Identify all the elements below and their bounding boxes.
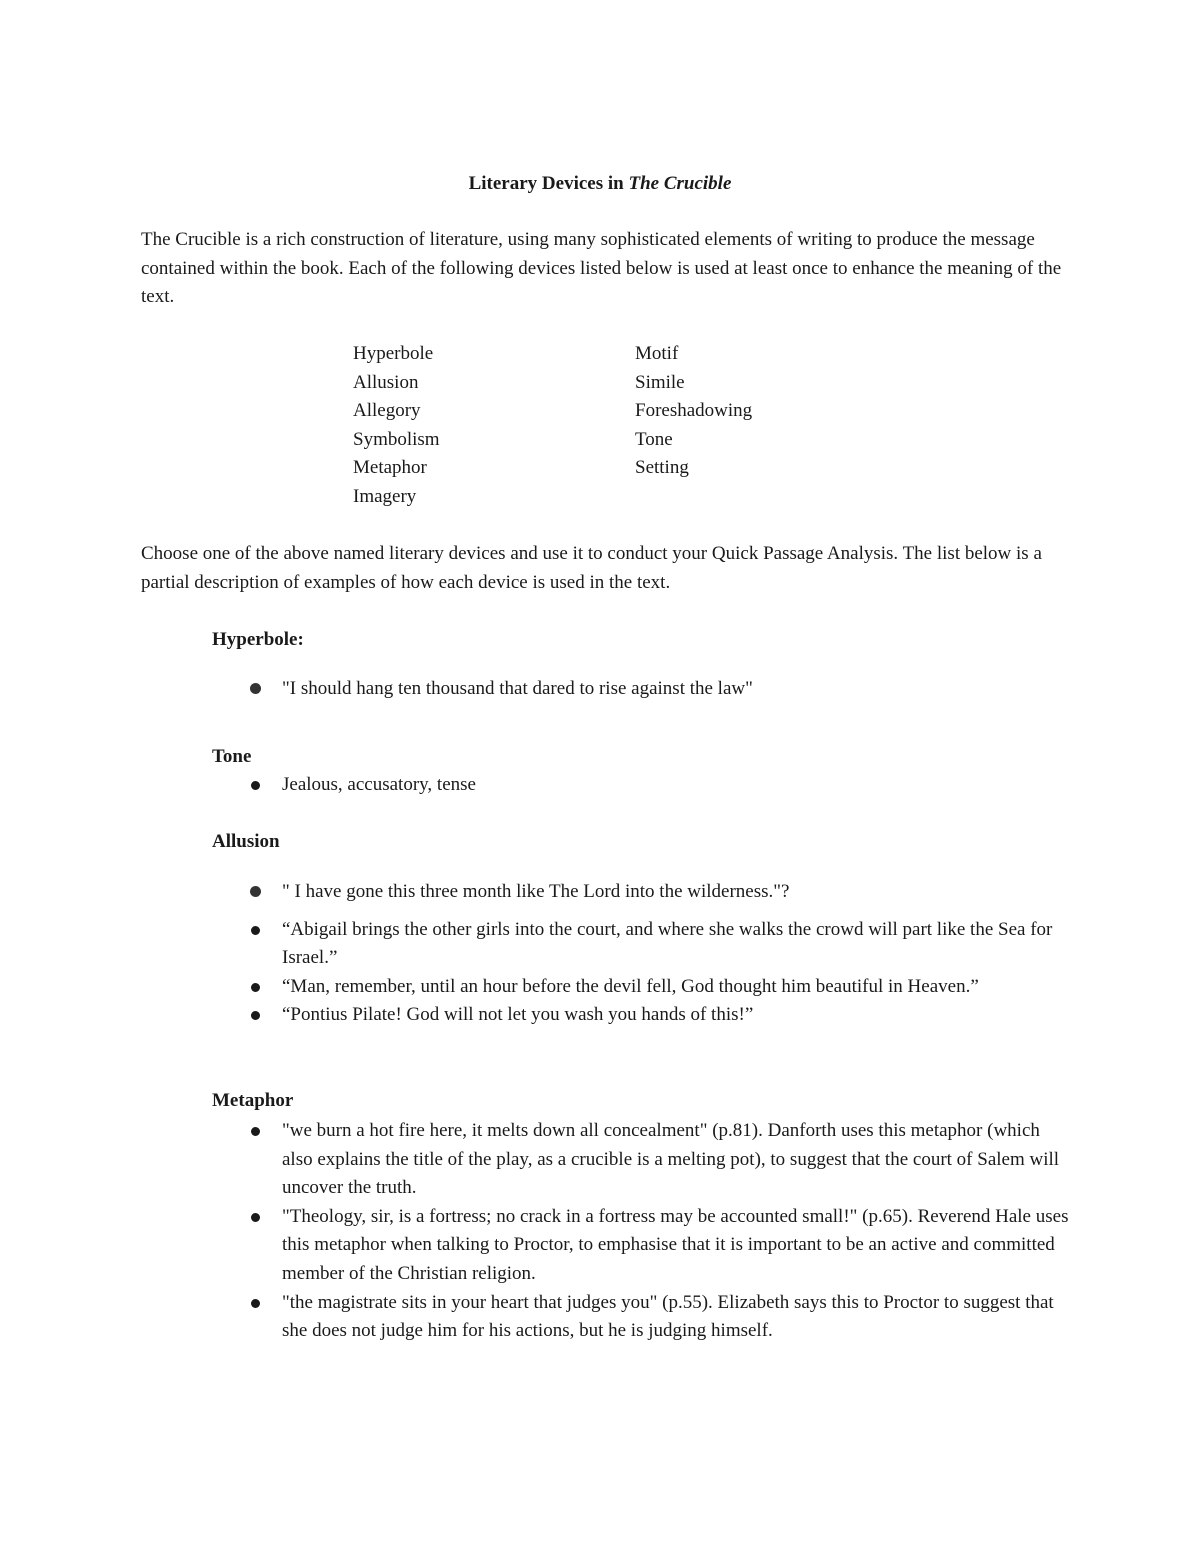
list-item [212,916,1072,973]
tone-list [212,771,1072,800]
list-item [212,1117,1072,1203]
bullet-icon [251,1213,260,1222]
metaphor-list [212,1117,1072,1346]
list-item-text: "the magistrate sits in your heart that judges you" (p.55). Elizabeth says this to Proctor to suggest that she does not judge him for his actions, but he is judging himself. [282,1291,1054,1342]
device-item: Hyperbole [353,343,434,364]
device-item: Motif [635,343,679,364]
device-item: Foreshadowing [635,400,753,422]
title-text: Literary Devices in [468,173,629,194]
list-item-text: " I have gone this three month like The Lord into the wilderness."? [282,881,790,902]
list-item [212,1289,1072,1346]
title-italic-text: The Crucible [628,173,732,194]
bullet-icon [251,1299,260,1308]
list-item-text: "Theology, sir, is a fortress; no crack in a fortress may be accounted small!" (p.65). Reverend Hale uses this metaphor when talking to Proctor, to emphasise that it is important to be an active and committed member of the Christian religion. [282,1205,1069,1284]
device-column-right [635,340,752,512]
list-item [212,675,1072,704]
device-item: Setting [635,457,689,479]
list-item-text: "I should hang ten thousand that dared to rise against the law" [282,678,753,699]
list-item [212,1001,1072,1030]
device-column-left [353,340,635,512]
section-heading-hyperbole: Hyperbole: [212,629,304,650]
list-item [212,973,1072,1002]
section-heading-tone: Tone [212,746,252,767]
list-item-text: "we burn a hot fire here, it melts down all concealment" (p.81). Danforth uses this metaphor (which also explains the title of the play, as a crucible is a melting pot), to suggest that the court of Salem will uncover the truth. [282,1120,1060,1199]
device-item: Imagery [353,485,417,507]
intro-paragraph: The Crucible is a rich construction of literature, using many sophisticated elements of writing to produce the message contained within the book. Each of the following devices listed below is used at least once to enhance the meaning of the text. [141,229,1062,308]
device-item: Metaphor [353,457,427,479]
device-item: Symbolism [353,428,440,450]
instructions-paragraph: Choose one of the above named literary devices and use it to conduct your Quick Passage Analysis. The list below is a partial description of examples of how each device is used in the text. [141,543,1042,593]
section-heading-allusion: Allusion [212,831,280,852]
device-item: Simile [635,371,685,393]
allusion-list [212,878,1072,1030]
list-item-text: “Abigail brings the other girls into the court, and where she walks the crowd will part like the Sea for Israel.” [282,918,1053,969]
bullet-icon [251,1127,260,1136]
list-item [212,771,1072,800]
list-item-text: Jealous, accusatory, tense [282,774,476,795]
bullet-icon [251,926,260,935]
bullet-icon [250,886,261,897]
device-item: Allusion [353,371,419,393]
list-item [212,1203,1072,1289]
page-title [0,170,1200,199]
list-item-text: “Pontius Pilate! God will not let you wash you hands of this!” [282,1004,754,1026]
bullet-icon [250,683,261,694]
list-item [212,878,1072,907]
hyperbole-list [212,675,1072,704]
list-item-text: “Man, remember, until an hour before the devil fell, God thought him beautiful in Heaven.” [282,975,979,997]
section-heading-metaphor: Metaphor [212,1090,294,1111]
device-item: Tone [635,428,673,450]
bullet-icon [251,781,260,790]
device-item: Allegory [353,400,421,422]
bullet-icon [251,983,260,992]
device-list [353,340,873,512]
bullet-icon [251,1011,260,1020]
